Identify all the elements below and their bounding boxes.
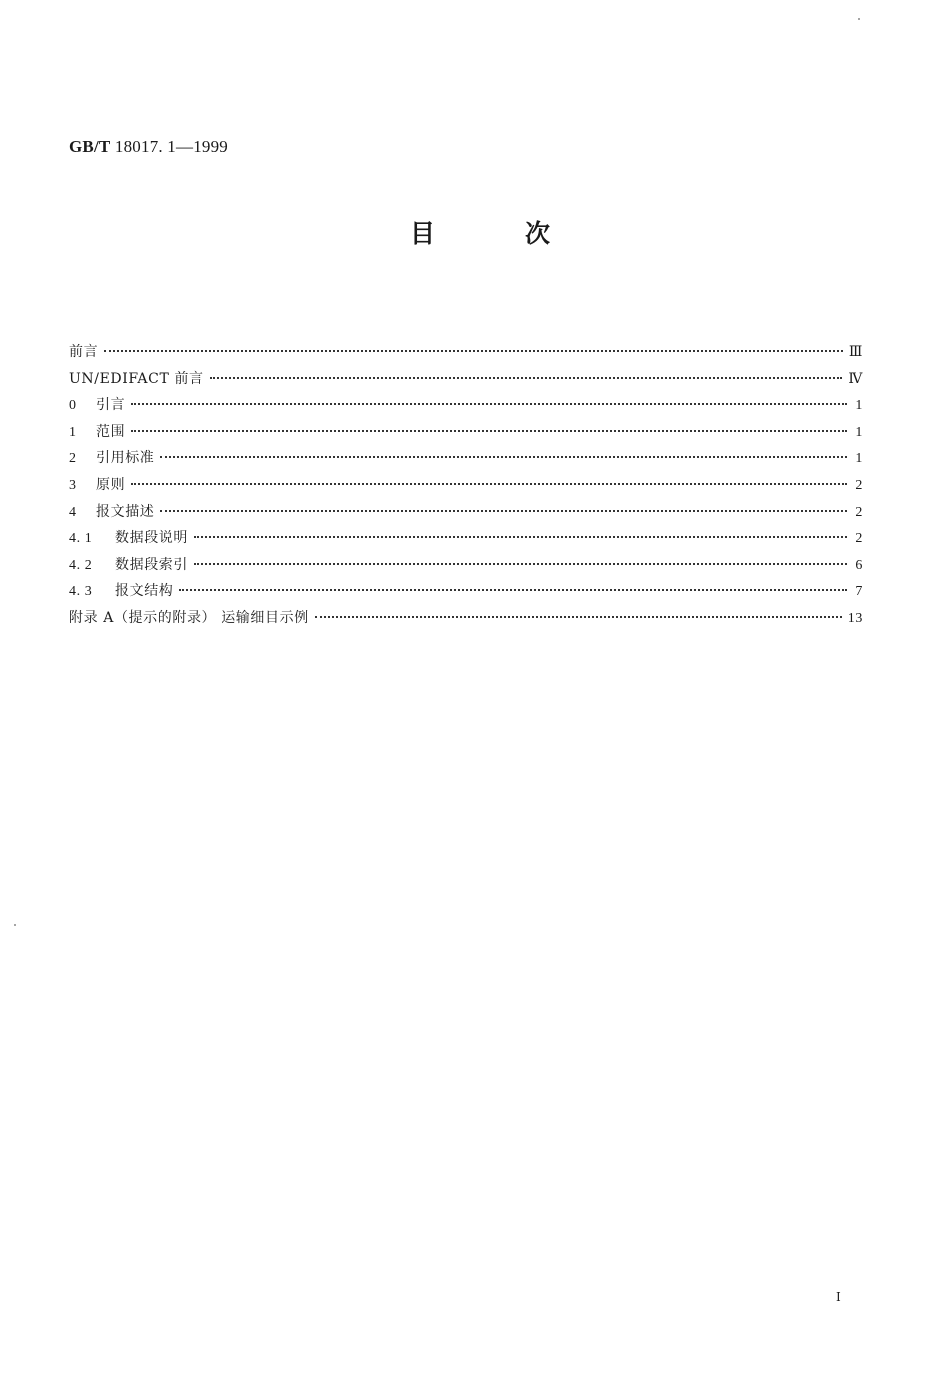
toc-entry[interactable] <box>69 607 863 634</box>
toc-entry-page: 7 <box>855 584 863 600</box>
scan-speck <box>858 18 860 20</box>
toc-entry-number: 4. 1 <box>69 531 93 547</box>
toc-leader-dots <box>194 563 847 565</box>
toc-entry-page: Ⅳ <box>848 371 863 387</box>
toc-entry-label: 前言 <box>69 344 99 360</box>
toc-entry-number: 4 <box>69 504 77 520</box>
toc-entry-number: 3 <box>69 477 77 493</box>
toc-entry-number: 2 <box>69 451 77 467</box>
toc-entry-page: 6 <box>855 557 863 573</box>
toc-entry-label: 引用标准 <box>96 450 155 467</box>
toc-entry[interactable] <box>69 474 863 501</box>
toc-leader-dots <box>131 483 847 485</box>
toc-entry-label: 数据段索引 <box>115 556 188 573</box>
toc-leader-dots <box>194 536 847 538</box>
toc-heading <box>0 214 950 250</box>
toc-entry[interactable] <box>69 580 863 607</box>
toc-entry-label: 附录 A（提示的附录） 运输细目示例 <box>69 609 309 626</box>
toc-leader-dots <box>131 430 847 432</box>
toc-entry[interactable] <box>69 368 863 395</box>
toc-leader-dots <box>160 510 847 512</box>
toc-leader-dots <box>104 350 843 352</box>
toc-entry[interactable] <box>69 341 863 368</box>
toc-heading-char-2: 次 <box>525 219 551 248</box>
toc-entry[interactable] <box>69 554 863 581</box>
toc-entry-number: 1 <box>69 424 77 440</box>
toc-heading-char-1: 目 <box>409 219 435 248</box>
toc-leader-dots <box>160 456 847 458</box>
table-of-contents <box>69 341 863 634</box>
toc-entry[interactable] <box>69 421 863 448</box>
toc-entry-label: 引言 <box>96 397 126 414</box>
toc-entry-page: 13 <box>847 610 863 626</box>
toc-entry-page: 1 <box>855 424 863 440</box>
standard-number: 18017. 1—1999 <box>114 137 228 156</box>
toc-leader-dots <box>179 589 847 591</box>
toc-entry-page: Ⅲ <box>848 345 863 360</box>
standard-code <box>69 137 228 157</box>
toc-entry-label: 报文结构 <box>115 583 174 600</box>
standard-prefix: GB/T <box>69 137 111 156</box>
toc-entry-label: UN/EDIFACT 前言 <box>69 370 204 387</box>
toc-entry[interactable] <box>69 527 863 554</box>
toc-entry-page: 2 <box>855 477 863 493</box>
toc-entry[interactable] <box>69 394 863 421</box>
toc-leader-dots <box>315 616 842 618</box>
toc-entry-number: 4. 3 <box>69 584 93 600</box>
toc-entry-number: 0 <box>69 398 77 414</box>
toc-entry[interactable] <box>69 501 863 528</box>
toc-entry[interactable] <box>69 447 863 474</box>
toc-entry-label: 范围 <box>96 423 126 440</box>
toc-entry-page: 2 <box>855 504 863 520</box>
toc-entry-page: 1 <box>855 398 863 414</box>
toc-entry-label: 报文描述 <box>96 503 155 520</box>
toc-entry-page: 1 <box>855 451 863 467</box>
toc-leader-dots <box>210 377 843 379</box>
toc-leader-dots <box>131 403 847 405</box>
page-number: Ⅰ <box>836 1290 841 1304</box>
toc-entry-label: 原则 <box>96 476 126 493</box>
toc-entry-page: 2 <box>855 531 863 547</box>
toc-entry-number: 4. 2 <box>69 557 93 573</box>
toc-entry-label: 数据段说明 <box>115 530 188 547</box>
scan-speck <box>14 924 16 926</box>
